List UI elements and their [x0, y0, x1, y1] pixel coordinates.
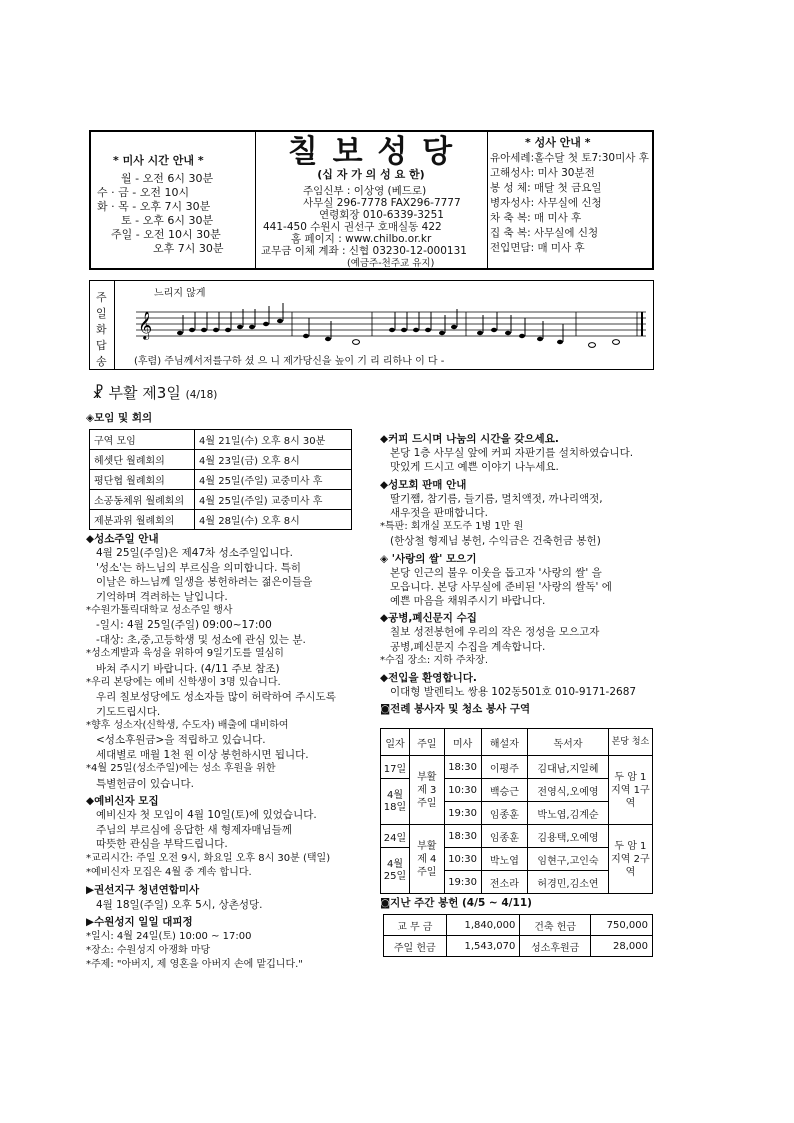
meeting-row [90, 450, 352, 470]
notice-heading: ◆공병,폐신문지 수집 [380, 612, 477, 625]
notice-line: 기억하며 격려하는 날입니다. [96, 590, 228, 603]
service-header: 독서자 [528, 729, 609, 756]
notice-line: 주님의 부르심에 응답한 새 형제자매님들께 [96, 823, 292, 836]
psalm-lyric: (후렴) 주님께서저를구하 셨 으 니 제가당신을 높이 기 리 리하나 이 다 - [134, 356, 445, 367]
notice-line: 딸기쨈, 참기름, 들기름, 멸치액젓, 까나리액젓, [390, 492, 603, 505]
notice-line: *일시: 4월 24일(토) 10:00 ~ 17:00 [86, 930, 252, 942]
readers: 전영식,오예영 [528, 779, 609, 802]
notice-heading: ▶권선지구 청년연합미사 [86, 884, 200, 897]
mass-time: 18:30 [444, 756, 481, 779]
music-staff [116, 297, 652, 355]
meeting-time: 4월 25일(주일) 교중미사 후 [195, 490, 352, 510]
offering-amount: 750,000 [590, 915, 652, 936]
offering-label: 성소후원금 [520, 936, 591, 957]
mass-time: 18:30 [444, 825, 481, 848]
mass-time: 19:30 [444, 871, 481, 894]
cleaning-area: 두 암 1지역 1구역 [608, 756, 652, 825]
notice-line: 4월 25일(주일)은 제47차 성소주일입니다. [96, 547, 293, 560]
notice-heading: ◙전례 봉사자 및 청소 봉사 구역 [380, 703, 531, 716]
mass-row: 수 · 금 - 오전 10시 [97, 186, 190, 199]
mass-time: 19:30 [444, 802, 481, 825]
mass-time: 10:30 [444, 779, 481, 802]
notice-line: *수집 장소: 지하 주차장. [380, 654, 489, 666]
meeting-row [90, 470, 352, 490]
notice-line: *예비신자 모집은 4월 중 계속 합니다. [86, 866, 252, 878]
mass-time: 10:30 [444, 848, 481, 871]
notice-line: 맛있게 드시고 예쁜 이야기 나누세요. [390, 461, 559, 474]
commentator: 전소라 [481, 871, 528, 894]
chi-rho-icon: ☧ [92, 384, 104, 402]
readers: 김대남,지일혜 [528, 756, 609, 779]
notice-line: 예비신자 첫 모임이 4월 10일(토)에 있었습니다. [96, 809, 317, 822]
pastor-line: 주임신부 : 이상영 (베드로) [303, 185, 427, 197]
commentator: 이평주 [481, 756, 528, 779]
service-sunday: 부활 제 3 주일 [409, 756, 444, 825]
notice-line: -일시: 4월 25일(주일) 09:00~17:00 [96, 619, 272, 632]
mass-times-panel [91, 132, 256, 268]
account-holder: (예금주-천주교 유지) [347, 258, 435, 269]
music-notes [177, 303, 620, 347]
address: 441-450 수원시 권선구 호매실동 422 [263, 221, 442, 233]
treble-clef-icon: 𝄞 [138, 311, 153, 339]
mass-times-title: * 미사 시간 안내 * [113, 154, 204, 167]
tempo-marking: 느리지 않게 [154, 288, 206, 299]
meeting-time: 4월 25일(주일) 교중미사 후 [195, 470, 352, 490]
notice-line: 본당 1층 사무실 앞에 커피 자판기를 설치하였습니다. [390, 447, 634, 460]
notice-heading: ◆예비신자 모집 [86, 795, 159, 808]
mass-row: 화 · 목 - 오후 7시 30분 [97, 200, 211, 213]
offering-row [384, 936, 653, 957]
right-notices [380, 432, 660, 717]
sacrament-row: 고해성사: 미사 30분전 [490, 167, 595, 179]
notice-heading: ◆성소주일 안내 [86, 533, 159, 545]
sacrament-row: 차 축 복: 매 미사 후 [490, 212, 582, 224]
sacrament-row: 봉 성 체: 매달 첫 금요일 [490, 182, 602, 194]
header-box [89, 130, 654, 270]
offering-row [384, 915, 653, 936]
service-header-row [381, 729, 653, 756]
readers: 허경민,김소연 [528, 871, 609, 894]
notice-line: *향후 성소자(신학생, 수도자) 배출에 대비하여 [86, 720, 289, 732]
offering-amount: 1,840,000 [446, 915, 520, 936]
mass-row: 토 - 오후 6시 30분 [121, 214, 214, 227]
notice-line: 따뜻한 관심을 부탁드립니다. [96, 838, 228, 851]
notice-line: *수원가톨릭대학교 성소주일 행사 [86, 604, 233, 616]
service-date: 17일 [381, 756, 410, 779]
mass-row: 오후 7시 30분 [153, 242, 224, 255]
commentator: 임종훈 [481, 802, 528, 825]
notice-line: *4월 25일(성소주일)에는 성소 후원을 위한 [86, 763, 276, 775]
readers: 김용택,오예영 [528, 825, 609, 848]
service-header: 미사 [444, 729, 481, 756]
mass-row: 주일 - 오전 10시 30분 [111, 228, 221, 241]
liturgical-day-date: (4/18) [185, 389, 218, 401]
notice-line: 본당 인근의 불우 이웃을 돕고자 '사랑의 쌀' 을 [390, 566, 602, 579]
notice-line: 모읍니다. 본당 사무실에 준비된 '사랑의 쌀독' 에 [390, 580, 612, 593]
notice-heading: ◆성모회 판매 안내 [380, 478, 467, 491]
meeting-time: 4월 21일(수) 오후 8시 30분 [195, 430, 352, 450]
service-row [381, 756, 653, 779]
notice-line: 바쳐 주시기 바랍니다. (4/11 주보 참조) [96, 662, 280, 675]
sacrament-row: 집 축 복: 사무실에 신청 [490, 227, 599, 239]
notice-line: 칠보 성전봉헌에 우리의 작은 정성을 모으고자 [390, 626, 600, 639]
responsorial-psalm-box [89, 280, 654, 370]
notice-heading: ◆커피 드시며 나눔의 시간을 갖으세요. [380, 433, 559, 445]
notice-line: *성소계발과 육성을 위하여 9일기도를 열심히 [86, 648, 284, 660]
notice-line: (한상철 형제님 봉헌, 수익금은 건축헌금 봉헌) [390, 535, 601, 548]
meeting-row [90, 490, 352, 510]
service-sunday: 부활 제 4 주일 [409, 825, 444, 894]
commentator: 백승근 [481, 779, 528, 802]
funeral-phone: 연령회장 010-6339-3251 [319, 209, 444, 221]
notice-line: 새우젓을 판매합니다. [390, 506, 488, 519]
meeting-name: 구역 모임 [90, 430, 195, 450]
service-header: 일자 [381, 729, 410, 756]
commentator: 임종훈 [481, 825, 528, 848]
service-row [381, 825, 653, 848]
psalm-side-label: 주 일 화 답 송 [90, 281, 115, 369]
notice-heading: ◈ '사랑의 쌀' 모으기 [380, 552, 477, 565]
notice-line: *특판: 회개실 포도주 1병 1만 원 [380, 521, 524, 533]
meeting-time: 4월 28일(수) 오후 8시 [195, 510, 352, 530]
service-date: 4월 18일 [381, 779, 410, 825]
meeting-name: 소공동체위 월례회의 [90, 490, 195, 510]
left-notices [86, 532, 366, 973]
service-header: 본당 청소 [608, 729, 652, 756]
notice-line: *주제: "아버지, 제 영혼을 아버지 손에 맡깁니다." [86, 959, 303, 971]
notice-line: 세대별로 매월 1천 원 이상 봉헌하시면 됩니다. [96, 748, 309, 761]
cleaning-area: 두 암 1지역 2구역 [608, 825, 652, 894]
offering-label: 교 무 금 [384, 915, 447, 936]
office-phone: 사무실 296-7778 FAX296-7777 [303, 197, 461, 209]
notice-line: 이대형 발렌티노 쌍용 102동501호 010-9171-2687 [390, 686, 637, 699]
notice-line: 예쁜 마음을 채워주시기 바랍니다. [390, 595, 546, 608]
meetings-heading: ◈모임 및 회의 [86, 412, 153, 424]
service-date: 24일 [381, 825, 410, 848]
service-header: 주일 [409, 729, 444, 756]
readers: 박노엽,김계순 [528, 802, 609, 825]
service-header: 해설자 [481, 729, 528, 756]
notice-heading: ◆전입을 환영합니다. [380, 672, 477, 684]
meeting-name: 헤셋단 월례회의 [90, 450, 195, 470]
offering-label: 주일 헌금 [384, 936, 447, 957]
commentator: 박노엽 [481, 848, 528, 871]
church-name: 칠 보 성 당 [287, 134, 455, 170]
notice-line: 기도드립시다. [96, 705, 161, 718]
notice-line: 우리 칠보성당에도 성소자들 많이 허락하여 주시도록 [96, 691, 336, 704]
offering-amount: 1,543,070 [446, 936, 520, 957]
service-date: 4월 25일 [381, 848, 410, 894]
offering-amount: 28,000 [590, 936, 652, 957]
notice-line: *우리 본당에는 예비 신학생이 3명 있습니다. [86, 676, 281, 688]
notice-line: 4월 18일(주일) 오후 5시, 상촌성당. [96, 898, 263, 911]
meeting-name: 제분과위 월례회의 [90, 510, 195, 530]
meetings-table [89, 429, 352, 530]
notice-line: 특별헌금이 있습니다. [96, 777, 194, 790]
church-info-panel [255, 132, 488, 268]
offering-label: 건축 헌금 [520, 915, 591, 936]
notice-line: <성소후원금>을 적립하고 있습니다. [96, 734, 266, 747]
readers: 임현구,고인숙 [528, 848, 609, 871]
notice-line: 이날은 하느님께 일생을 봉헌하려는 젊은이들을 [96, 576, 313, 589]
offering-table [383, 914, 653, 957]
notice-line: 공병,폐신문지 수집을 계속합니다. [390, 640, 546, 653]
meeting-time: 4월 23일(금) 오후 8시 [195, 450, 352, 470]
meeting-row [90, 510, 352, 530]
mass-row: 월 - 오전 6시 30분 [121, 172, 214, 185]
service-table [380, 728, 653, 894]
sacrament-panel [487, 132, 652, 268]
notice-line: *교리시간: 주일 오전 9시, 화요일 오후 8시 30분 (택일) [86, 852, 331, 864]
notice-line: '성소'는 하느님의 부르심을 의미합니다. 특히 [96, 561, 302, 574]
church-subtitle: (십 자 가 의 성 요 한) [317, 168, 425, 181]
sacrament-row: 유아세례:홀수달 첫 토7:30미사 후 [490, 152, 649, 164]
sacrament-row: 병자성사: 사무실에 신청 [490, 197, 602, 209]
notice-line: -대상: 초,중,고등학생 및 성소에 관심 있는 분. [96, 633, 306, 646]
sacrament-title: * 성사 안내 * [525, 136, 591, 149]
notice-line: *장소: 수원성지 아쟁화 마당 [86, 944, 211, 956]
meeting-row [90, 430, 352, 450]
meeting-name: 평단협 월례회의 [90, 470, 195, 490]
liturgical-day-title: 부활 제3일 [108, 384, 181, 402]
offering-heading: ◙지난 주간 봉헌 (4/5 ~ 4/11) [380, 897, 532, 909]
bank-account: 교무금 이체 계좌 : 신협 03230-12-000131 [261, 245, 467, 257]
sacrament-row: 전입면담: 매 미사 후 [490, 242, 585, 254]
notice-heading: ▶수원성지 일일 대피정 [86, 916, 193, 929]
liturgical-day [92, 384, 217, 404]
homepage-text: 홈 페이지 : www.chilbo.or.kr [291, 233, 432, 245]
